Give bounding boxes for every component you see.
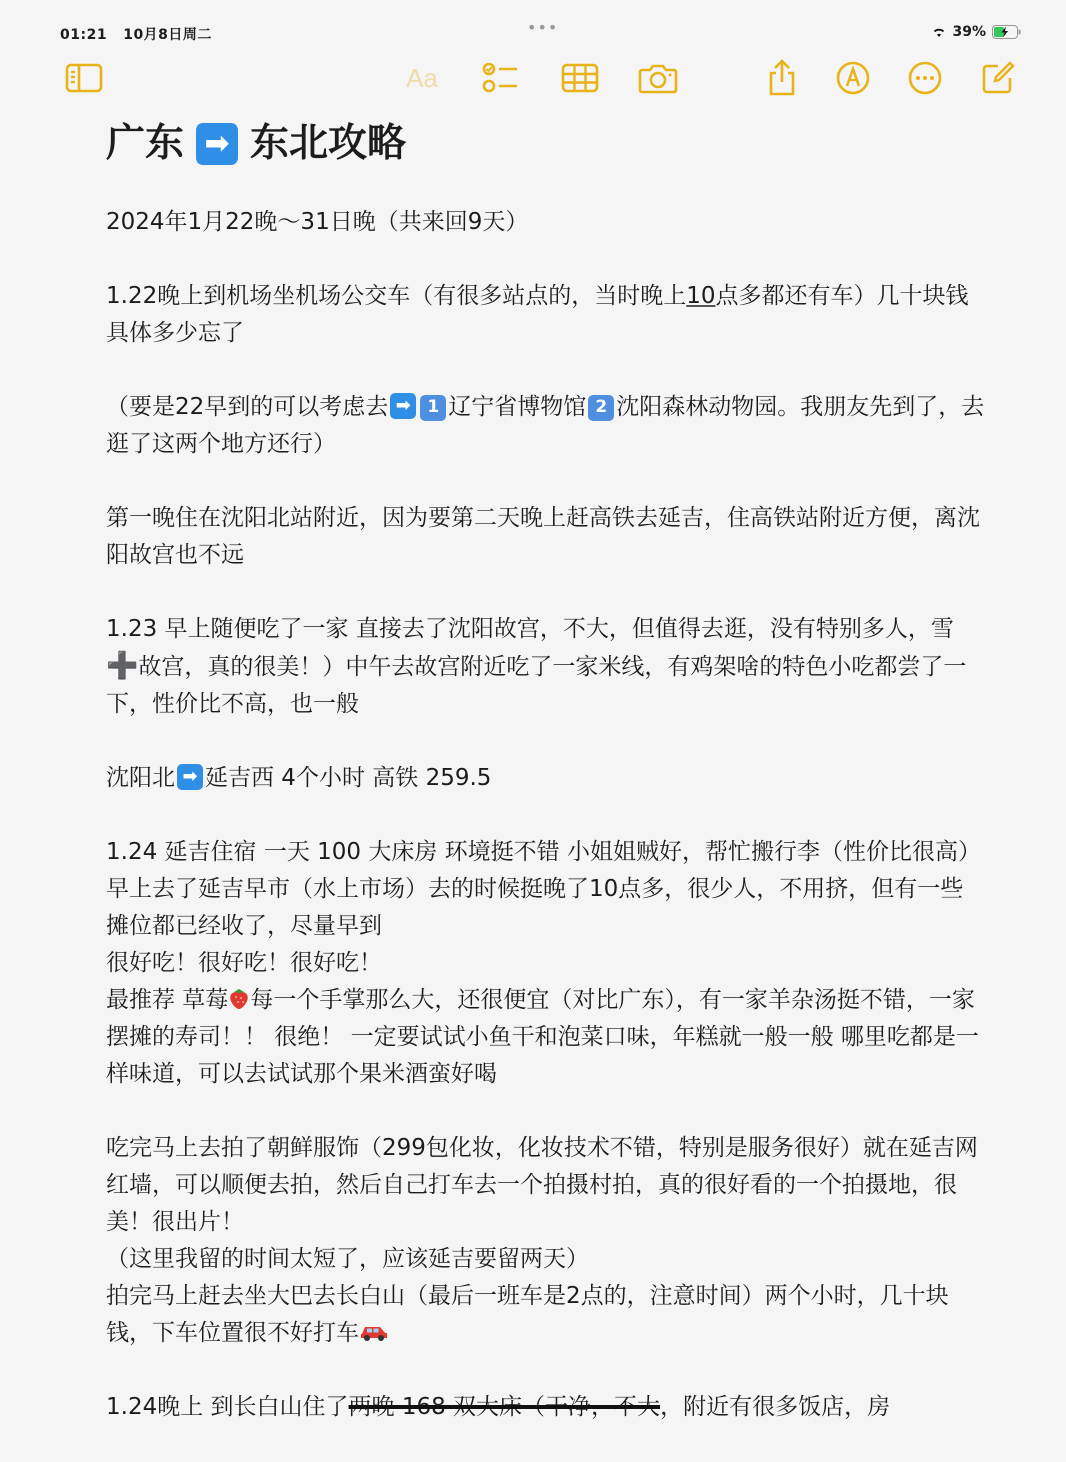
trip-dates: 2024年1月22晚～31日晚（共来回9天） <box>106 209 529 235</box>
paragraph-changbai: 1.24晚上 到长白山住了两晚 168 双大床（干净，不大，附近有很多饭店，房 <box>106 1394 891 1420</box>
title-to: 东北攻略 <box>250 121 407 166</box>
strikethrough-text: 两晚 168 双大床（干净，不大 <box>348 1394 661 1420</box>
camera-button[interactable] <box>638 56 678 100</box>
paragraph-day-123: 1.23 早上随便吃了一家 直接去了沈阳故宫，不大，但值得去逛，没有特别多人，雪➕故宫，真的很美！）中午去故宫附近吃了一家米线，有鸡架啥的特色小吃都尝了一下，性价比不高，也一般 <box>106 616 967 717</box>
keycap-one-icon: 1 <box>420 395 446 421</box>
paragraph-tasty: 很好吃！很好吃！很好吃！ <box>106 950 382 976</box>
notes-toolbar <box>0 56 1066 104</box>
markup-button[interactable] <box>833 56 873 100</box>
right-arrow-icon: ➡ <box>177 764 203 790</box>
format-button[interactable]: Aa <box>406 62 438 93</box>
more-button[interactable] <box>905 56 945 100</box>
paragraph-costume: 吃完马上去拍了朝鲜服饰（299包化妆，化妆技术不错，特别是服务很好）就在延吉网红墙，可以顺便去拍，然后自己打车去一个拍摄村拍，真的很好看的一个拍摄地，很美！很出片！ <box>106 1135 978 1235</box>
more-icon <box>907 60 943 96</box>
paragraph-recommend: 最推荐 草莓 每一个手掌那么大，还很便宜（对比广东），有一家羊杂汤挺不错，一家摆摊的寿司！！ 很绝！ 一定要试试小鱼干和泡菜口味，年糕就一般一般 哪里吃都是一样味道，可以去试试那个果米酒蛮好喝 <box>106 987 979 1087</box>
table-button[interactable] <box>560 56 600 100</box>
battery-icon <box>992 25 1022 39</box>
status-indicators <box>932 24 1022 40</box>
status-date: 10月8日周二 <box>123 27 212 43</box>
strawberry-icon <box>228 985 250 1009</box>
paragraph-bus: 拍完马上赶去坐大巴去长白山（最后一班车是2点的，注意时间）两个小时，几十块钱，下车位置很不好打车 <box>106 1283 949 1346</box>
battery-percent: 39% <box>952 24 986 40</box>
paragraph-train: 沈阳北 ➡ 延吉西 4个小时 高铁 259.5 <box>106 765 492 791</box>
paragraph-suggestion: （要是22早到的可以考虑去 ➡ 1 辽宁省博物馆 2 沈阳森林动物园。我朋友先到了，去逛了这两个地方还行） <box>106 394 985 457</box>
paragraph-time-note: （这里我留的时间太短了，应该延吉要留两天） <box>106 1246 589 1272</box>
table-icon <box>561 63 599 93</box>
sidebar-icon <box>65 63 103 93</box>
keycap-two-icon: 2 <box>588 395 614 421</box>
compose-icon <box>980 60 1016 96</box>
sidebar-toggle-button[interactable] <box>64 56 104 100</box>
note-title <box>106 118 986 170</box>
right-arrow-icon: ➡ <box>390 393 416 419</box>
car-icon <box>359 1317 389 1337</box>
status-time-date <box>60 24 212 44</box>
share-button[interactable] <box>762 56 802 100</box>
paragraph-morning-market: 早上去了延吉早市（水上市场）去的时候挺晚了10点多，很少人，不用挤，但有一些摊位都已经收了，尽量早到 <box>106 876 964 939</box>
wifi-icon <box>932 26 946 38</box>
status-bar <box>0 0 1066 62</box>
title-from: 广东 <box>106 121 185 166</box>
checklist-button[interactable] <box>480 56 520 100</box>
share-icon <box>766 59 798 97</box>
underlined-number: 10 <box>686 283 716 309</box>
markup-icon <box>835 60 871 96</box>
note-editor[interactable] <box>106 118 986 1462</box>
right-arrow-icon: ➡ <box>196 123 238 165</box>
paragraph-arrival: 1.22晚上到机场坐机场公交车（有很多站点的，当时晚上10点多都还有车）几十块钱具体多少忘了 <box>106 283 969 346</box>
compose-button[interactable] <box>978 56 1018 100</box>
plus-icon: ➕ <box>106 651 139 681</box>
checklist-icon <box>481 61 519 95</box>
status-time: 01:21 <box>60 27 108 43</box>
paragraph-yanji-hotel: 1.24 延吉住宿 一天 100 大床房 环境挺不错 小姐姐贼好，帮忙搬行李（性价比很高） <box>106 839 981 865</box>
camera-icon <box>638 62 678 94</box>
paragraph-first-night: 第一晚住在沈阳北站附近，因为要第二天晚上赶高铁去延吉，住高铁站附近方便，离沈阳故宫也不远 <box>106 505 980 568</box>
multitasking-dots[interactable]: ••• <box>527 18 559 37</box>
